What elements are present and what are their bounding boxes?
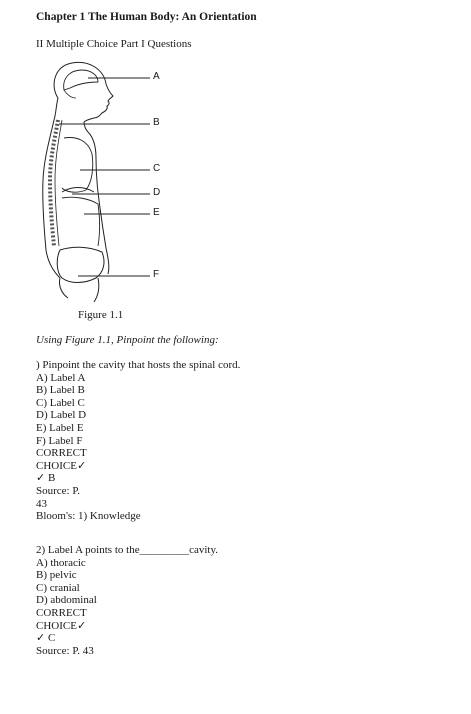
correct-label: CORRECT: [36, 447, 87, 460]
source-text: 43: [36, 497, 47, 510]
correct-answer: ✓ B: [36, 472, 56, 485]
answer-option: B) Label B: [36, 384, 85, 397]
answer-option: C) cranial: [36, 581, 80, 594]
head-outline: [54, 62, 113, 122]
figure-label-b: B: [153, 117, 160, 128]
answer-option: D) Label D: [36, 409, 87, 422]
correct-label: CORRECT: [36, 606, 87, 619]
source-text: Source: P.: [36, 484, 80, 497]
body-cavities-diagram: [28, 58, 178, 304]
source-text: Source: P. 43: [36, 644, 94, 657]
correct-label: CHOICE✓: [36, 459, 87, 472]
instruction-text: Using Figure 1.1, Pinpoint the following:: [36, 334, 219, 346]
figure-1-1: [28, 58, 178, 309]
correct-label: CHOICE✓: [36, 619, 87, 632]
answer-option: A) thoracic: [36, 556, 86, 569]
question-2: [36, 544, 218, 657]
answer-option: D) abdominal: [36, 594, 97, 607]
thoracic-cavity: [62, 138, 93, 193]
figure-label-c: C: [153, 163, 161, 174]
chapter-title: Chapter 1 The Human Body: An Orientation: [36, 11, 257, 23]
question-stem: ) Pinpoint the cavity that hosts the spinal cord.: [36, 359, 241, 371]
answer-option: F) Label F: [36, 434, 83, 447]
blooms-level: Bloom's: 1) Knowledge: [36, 510, 141, 523]
correct-answer: ✓ C: [36, 632, 56, 645]
figure-caption: Figure 1.1: [78, 309, 124, 321]
question-stem: 2) Label A points to the_________cavity.: [36, 544, 218, 556]
answer-option: C) Label C: [36, 396, 85, 409]
answer-option: E) Label E: [36, 421, 84, 434]
figure-label-a: A: [153, 71, 160, 82]
back-outline: [43, 120, 60, 278]
section-title: II Multiple Choice Part I Questions: [36, 38, 192, 50]
vertebral-column: [50, 120, 58, 246]
cranial-cavity: [64, 70, 98, 90]
answer-option: A) Label A: [36, 371, 86, 384]
figure-label-e: E: [153, 207, 160, 218]
answer-option: B) pelvic: [36, 569, 77, 582]
pelvic-cavity: [57, 247, 104, 282]
torso-front: [88, 132, 109, 274]
figure-label-d: D: [153, 187, 161, 198]
question-1: [36, 359, 240, 523]
abdominal-cavity: [62, 197, 100, 246]
figure-label-f: F: [153, 269, 160, 280]
